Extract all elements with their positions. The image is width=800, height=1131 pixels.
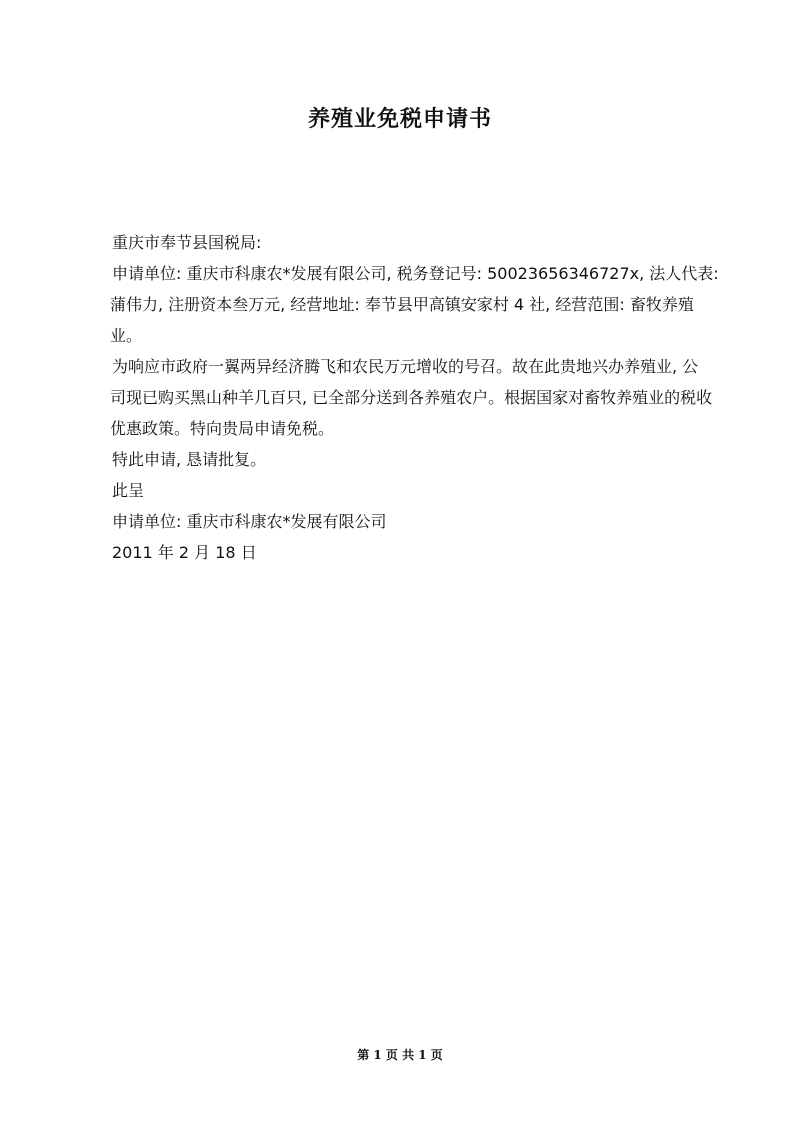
closing-line: 此呈 xyxy=(112,481,145,500)
request-line: 特此申请, 恳请批复。 xyxy=(112,450,267,469)
reason-line-2: 司现已购买黑山种羊几百只, 已全部分送到各养殖农户。根据国家对畜牧养殖业的税收 xyxy=(110,388,713,407)
document-body xyxy=(112,227,722,568)
addressee: 重庆市奉节县国税局: xyxy=(112,233,262,252)
reason-line-1: 为响应市政府一翼两异经济腾飞和农民万元增收的号召。故在此贵地兴办养殖业, 公 xyxy=(112,357,699,376)
document-date: 2011 年 2 月 18 日 xyxy=(112,543,257,562)
applicant-info-line-2: 蒲伟力, 注册资本叁万元, 经营地址: 奉节县甲高镇安家村 4 社, 经营范围: 畜牧养殖 xyxy=(110,295,694,314)
applicant-info-line-1: 申请单位: 重庆市科康农*发展有限公司, 税务登记号: 50023656346727x, 法人代表: xyxy=(112,264,719,283)
applicant-info-line-3: 业。 xyxy=(110,326,143,345)
reason-line-3: 优惠政策。特向贵局申请免税。 xyxy=(110,419,335,438)
page-footer: 第 1 页 共 1 页 xyxy=(357,1048,443,1062)
applicant-signature: 申请单位: 重庆市科康农*发展有限公司 xyxy=(112,512,387,531)
page-title: 养殖业免税申请书 xyxy=(307,107,492,132)
